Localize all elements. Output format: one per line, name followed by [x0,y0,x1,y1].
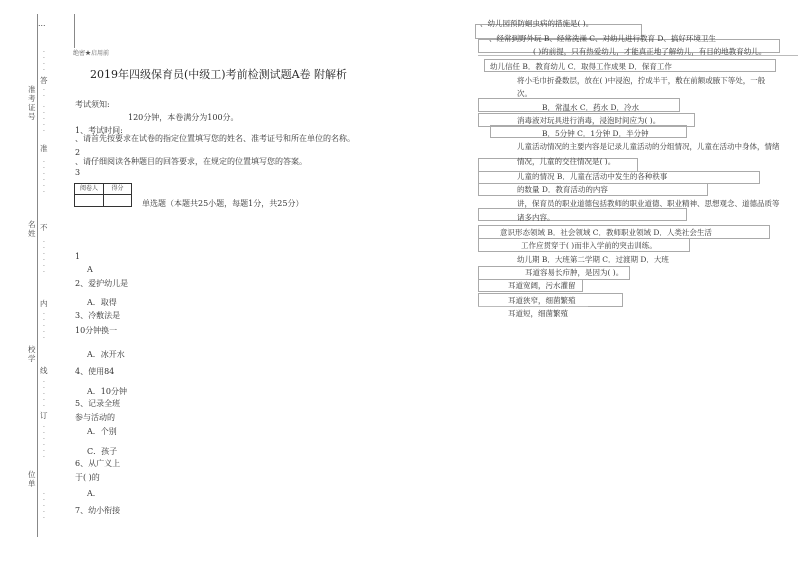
question-line: A．10分钟 [87,387,127,396]
question-line: 工作应贯穿于( )而非入学前的突击训练。 [521,241,657,250]
question-line: A [87,265,93,274]
question-line: B．常温水 C．药水 D．冷水 [542,103,640,112]
notice-time-line: 120分钟，本卷满分为100分。 [128,113,239,122]
binding-label-xian: 线 [40,366,48,375]
question-line: ( )的前提，只有热爱幼儿，才能真正地了解幼儿，有目的地教育幼儿。 [533,47,767,56]
question-line: 意识形态领域 B．社会领域 C．教师职业领域 D．人类社会生活 [500,228,712,237]
question-line: 耳道短，细菌繁殖 [508,309,568,318]
question-line: 、经常到野外玩 B、经常洗澡 C、对幼儿进行教育 D、搞好环境卫生 [489,34,716,43]
question-line: 3、冷敷法是 [75,311,121,320]
question-line: 耳道容易长疖肿，是因为( )。 [525,268,624,277]
question-line: 10分钟换一 [75,326,118,335]
question-line: 参与活动的 [75,413,115,422]
binding-label-bu: 不 [40,223,48,232]
question-line: 讲，保育员的职业道德包括教师的职业道德、职业精神、思想观念、道德品质等 [517,199,780,208]
page-title: 2019年四级保育员(中级工)考前检测试题A卷 附解析 [90,68,348,81]
question-line: 4、使用84 [75,367,115,376]
section-title: 单选题（本题共25小题，每题1分，共25分） [142,199,304,208]
score-table-score-header: 得分 [104,184,131,195]
question-line: A．冰开水 [87,350,125,359]
secret-label: 绝密★启用前 [73,50,110,57]
question-line: 7、幼小衔接 [75,506,121,515]
binding-label-unit: 位单 [28,470,36,488]
binding-top-mark: … [38,19,46,28]
question-line: 情况，儿童的交往情况是( )。 [517,157,616,166]
binding-label-school: 校学 [28,345,36,363]
question-line: 2、爱护幼儿是 [75,279,129,288]
score-table [74,183,132,207]
binding-label-exam-id: 准考证号 [28,85,36,121]
binding-line-inner [74,14,75,48]
question-line: 次。 [517,89,532,98]
question-line: 1 [75,252,81,261]
question-line: 的数量 D．教育活动的内容 [517,185,608,194]
question-line: 幼儿期 B．大班第二学期 C．过渡期 D．大班 [517,255,669,264]
question-line: 耳道狭窄，细菌繁殖 [508,296,576,305]
notice-item2-text: 、请仔细阅读各种题目的回答要求，在规定的位置填写您的答案。 [75,157,307,166]
binding-label-zhun: 准 [40,144,48,153]
notice-item1-num: 1、考试时间: [75,126,123,135]
binding-label-name: 名姓 [28,220,36,238]
score-table-grader-header: 阅卷人 [75,184,104,195]
question-line: 儿童的情况 B．儿童在活动中发生的各种秩事 [517,172,668,181]
binding-label-answer: 答 [40,76,48,85]
question-line: A． [87,489,101,498]
question-line: 耳道宽阔，污水灌留 [508,281,576,290]
notice-heading: 考试须知: [75,100,110,109]
question-line: 幼儿信任 B．教育幼儿 C．取得工作成果 D．保育工作 [490,62,672,71]
notice-item2-num: 2 [75,148,81,157]
question-line: C．孩子 [87,447,118,456]
question-line: 消毒液对玩具进行消毒，浸泡时间应为( )。 [517,116,661,125]
binding-label-ding: 订 [40,411,48,420]
notice-item3-num: 3 [75,168,81,177]
question-line: 儿童活动情况的主要内容是记录儿童活动的分组情况，儿童在活动中身体，情绪 [517,142,780,151]
question-line: 于( )的 [75,473,100,482]
question-line: B．5分钟 C．1分钟 D．半分钟 [542,129,649,138]
notice-item1-text: 、请首先按要求在试卷的指定位置填写您的姓名、准考证号和所在单位的名称。 [75,134,355,143]
question-line: A．个别 [87,427,117,436]
question-line: 5、记录全班 [75,399,121,408]
binding-label-nei: 内 [40,299,48,308]
question-line: 、幼儿园预防蛔虫病的措施是( )。 [480,19,594,28]
question-line: 诸多内容。 [517,213,555,222]
question-line: A．取得 [87,298,117,307]
question-line: 将小毛巾折叠数层，放在( )中浸泡，拧成半干，敷在前额或腋下等处，一般 [517,76,766,85]
question-line: 6、从广义上 [75,459,121,468]
